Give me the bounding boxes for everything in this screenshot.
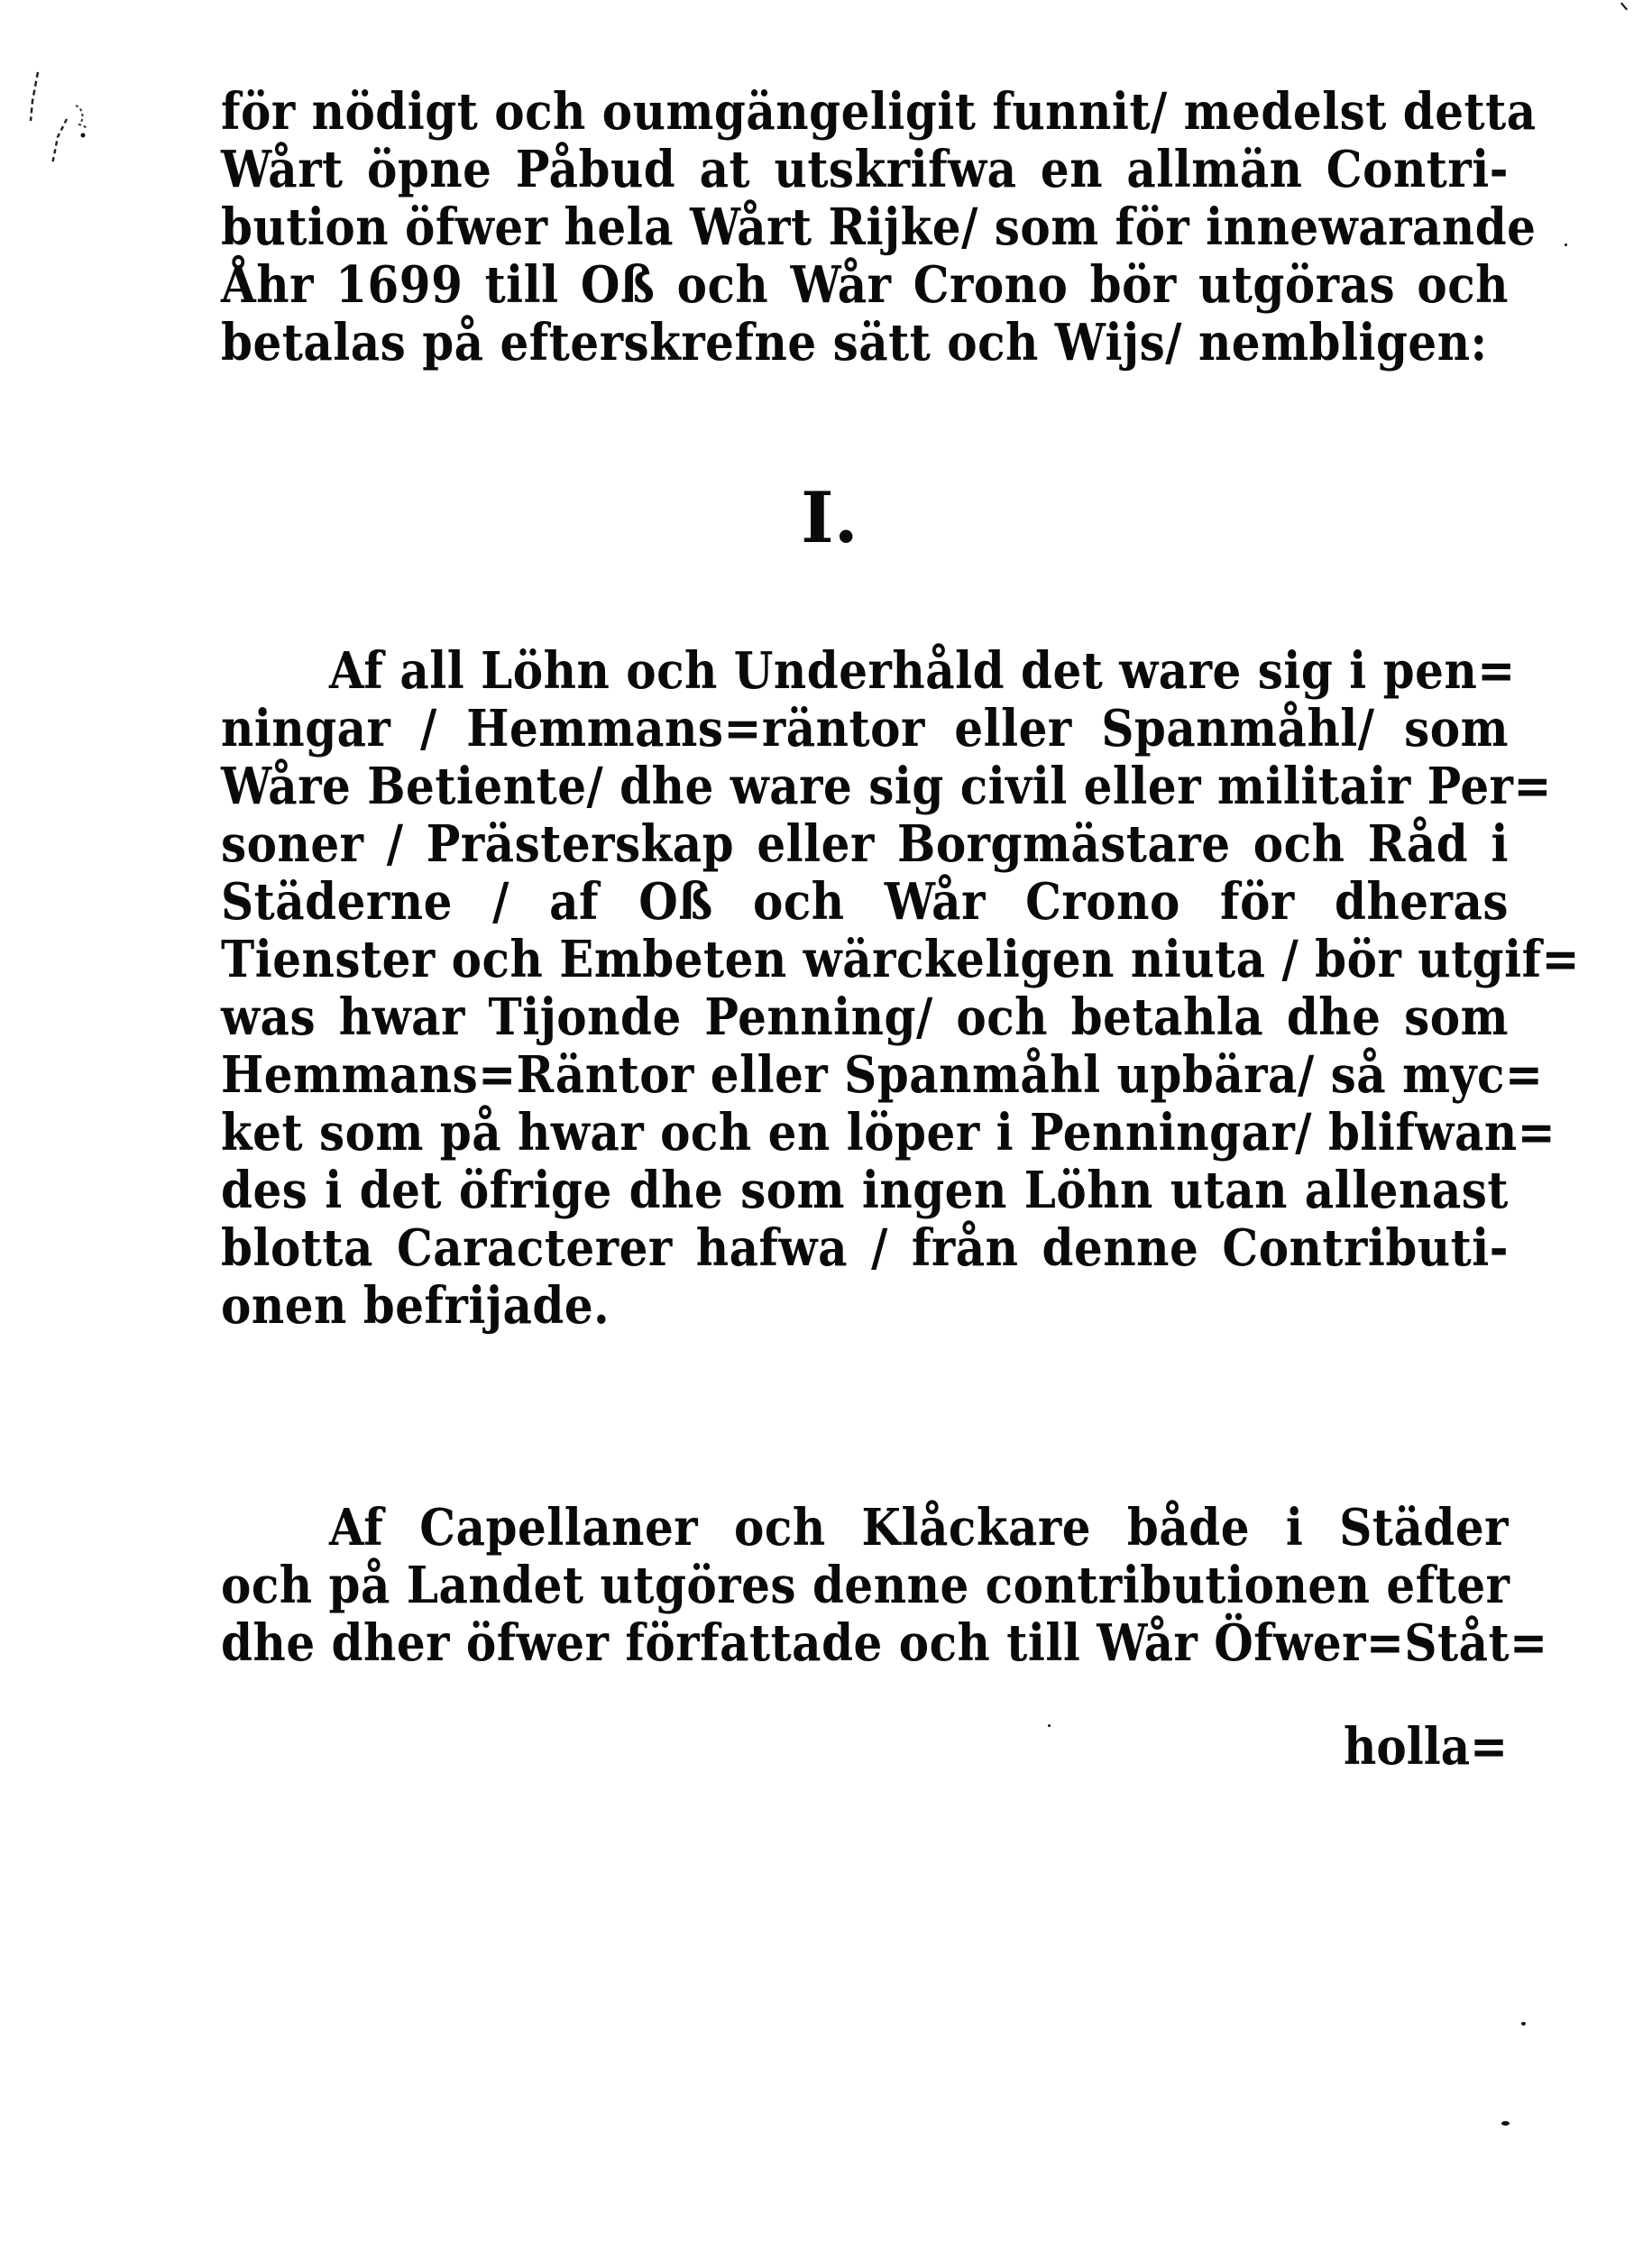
text-line: blotta Caracterer hafwa / från denne Contributi- xyxy=(221,1217,1509,1278)
text-line: ket som på hwar och en löper i Penningar/ blifwan= xyxy=(221,1102,1556,1162)
scan-speck xyxy=(1501,2121,1510,2126)
text-line: Städerne / af Oß och Wår Crono för dheras xyxy=(221,871,1509,932)
text-line: Hemmans=Räntor eller Spanmåhl upbära/ så myc= xyxy=(221,1044,1544,1105)
text-line: Wåre Betiente/ dhe ware sig civil eller militair Per= xyxy=(221,756,1552,816)
text-line: onen befrijade. xyxy=(221,1275,610,1336)
paragraph-2 xyxy=(221,1497,1548,1673)
catchword: holla= xyxy=(1344,1716,1508,1777)
text-line: dhe dher öfwer författade och till Wår Öfwer=Ståt= xyxy=(221,1612,1548,1673)
text-line: Tienster och Embeten wärckeligen niuta / bör utgif= xyxy=(221,929,1581,989)
paragraph-1 xyxy=(221,640,1581,1336)
text-line: Åhr 1699 till Oß och Wår Crono bör utgöras och xyxy=(221,254,1509,315)
intro-text-block xyxy=(221,81,1537,372)
text-line: och på Landet utgöres denne contributionen efter xyxy=(221,1555,1510,1615)
text-line: Af all Löhn och Underhåld det ware sig i pen= xyxy=(329,640,1516,701)
scan-speck xyxy=(1565,243,1567,246)
text-line: bution öfwer hela Wårt Rijke/ som för innewarande xyxy=(221,197,1537,257)
scan-speck xyxy=(1620,3,1628,11)
text-line: soner / Prästerskap eller Borgmästare och Råd i xyxy=(221,813,1509,874)
section-heading: I. xyxy=(801,477,858,559)
text-line: Wårt öpne Påbud at utskrifwa en allmän Contri- xyxy=(221,139,1509,199)
scan-speck xyxy=(1048,1724,1051,1727)
text-line: des i det öfrige dhe som ingen Löhn utan allenast xyxy=(221,1160,1509,1220)
text-line: Af Capellaner och Klåckare både i Städer xyxy=(329,1497,1509,1557)
text-line: was hwar Tijonde Penning/ och betahla dhe som xyxy=(221,987,1509,1047)
text-line: ningar / Hemmans=räntor eller Spanmåhl/ som xyxy=(221,698,1509,758)
text-line: för nödigt och oumgängeligit funnit/ medelst detta xyxy=(221,81,1537,142)
handwritten-margin-mark-icon xyxy=(13,65,94,164)
scan-speck xyxy=(1521,2022,1526,2026)
text-line: betalas på efterskrefne sätt och Wijs/ nembligen: xyxy=(221,312,1488,372)
